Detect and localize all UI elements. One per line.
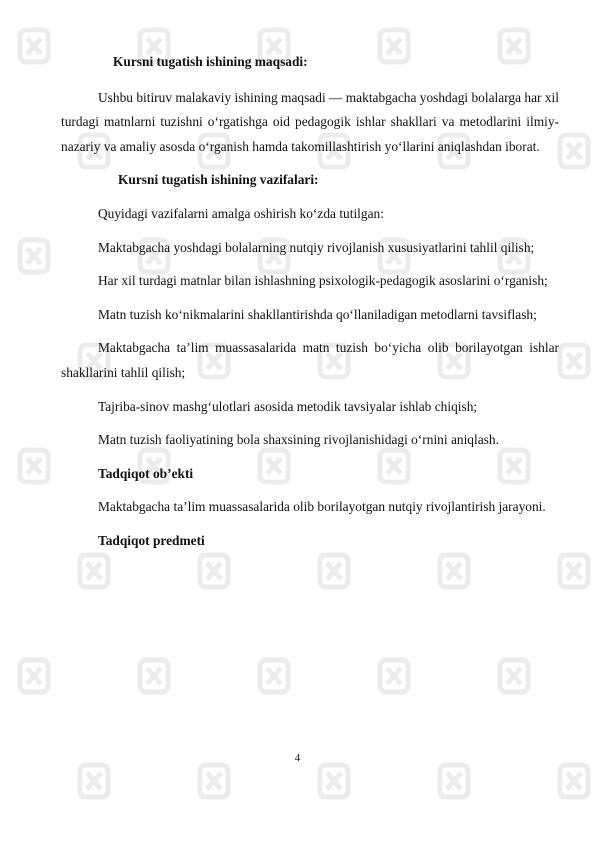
watermark-tile	[200, 765, 228, 797]
page-number: 4	[294, 752, 301, 764]
object-heading: Tadqiqot ob’ekti	[98, 465, 194, 481]
tasks-heading: Kursni tugatish ishining vazifalari:	[118, 172, 319, 188]
watermark-tile	[500, 660, 528, 692]
watermark-tile	[320, 765, 348, 797]
task-item: Matn tuzish ko‘nikmalarini shakllantirishda qo‘llaniladigan metodlarni tavsiflash;	[98, 306, 537, 322]
task-item: Maktabgacha ta’lim muassasalarida matn tuzish bo‘yicha olib borilayotgan ishlar shakllarini tahlil qilish;	[61, 340, 559, 380]
watermark-tile	[560, 345, 588, 377]
watermark-tile	[380, 660, 408, 692]
subject-heading: Tadqiqot predmeti	[98, 532, 205, 548]
watermark-tile	[440, 765, 468, 797]
watermark-tile	[560, 555, 588, 587]
goal-heading: Kursni tugatish ishining maqsadi:	[113, 54, 308, 69]
watermark-tile	[80, 765, 108, 797]
watermark-tile	[560, 765, 588, 797]
watermark-tile	[140, 660, 168, 692]
watermark-tile	[20, 240, 48, 272]
tasks-intro: Quyidagi vazifalarni amalga oshirish ko‘zda tutilgan:	[98, 205, 384, 221]
watermark-tile	[20, 450, 48, 482]
task-item: Har xil turdagi matnlar bilan ishlashning psixologik-pedagogik asoslarini o‘rganish;	[98, 273, 548, 289]
task-item: Maktabgacha yoshdagi bolalarning nutqiy rivojlanish xususiyatlarini tahlil qilish;	[98, 239, 535, 255]
goal-paragraph: Ushbu bitiruv malakaviy ishining maqsadi — maktabgacha yoshdagi bolalarga har xil turdagi matnlarni tuzishni o‘rgatishga oid pedagogik ishlar shakllari va metodlarini ilmiy-nazariy va amaliy asosda o‘rganish hamda takomillashtirish yo‘llarini aniqlashdan iborat.	[61, 89, 559, 154]
task-item: Matn tuzish faoliyatining bola shaxsining rivojlanishidagi o‘rnini aniqlash.	[98, 432, 499, 448]
watermark-tile	[560, 135, 588, 167]
watermark-tile	[20, 660, 48, 692]
task-item: Tajriba-sinov mashg‘ulotlari asosida metodik tavsiyalar ishlab chiqish;	[98, 398, 478, 414]
watermark-tile	[260, 660, 288, 692]
object-paragraph: Maktabgacha ta’lim muassasalarida olib borilayotgan nutqiy rivojlantirish jarayoni.	[98, 499, 546, 515]
document-page	[61, 50, 559, 563]
watermark-tile	[20, 30, 48, 62]
